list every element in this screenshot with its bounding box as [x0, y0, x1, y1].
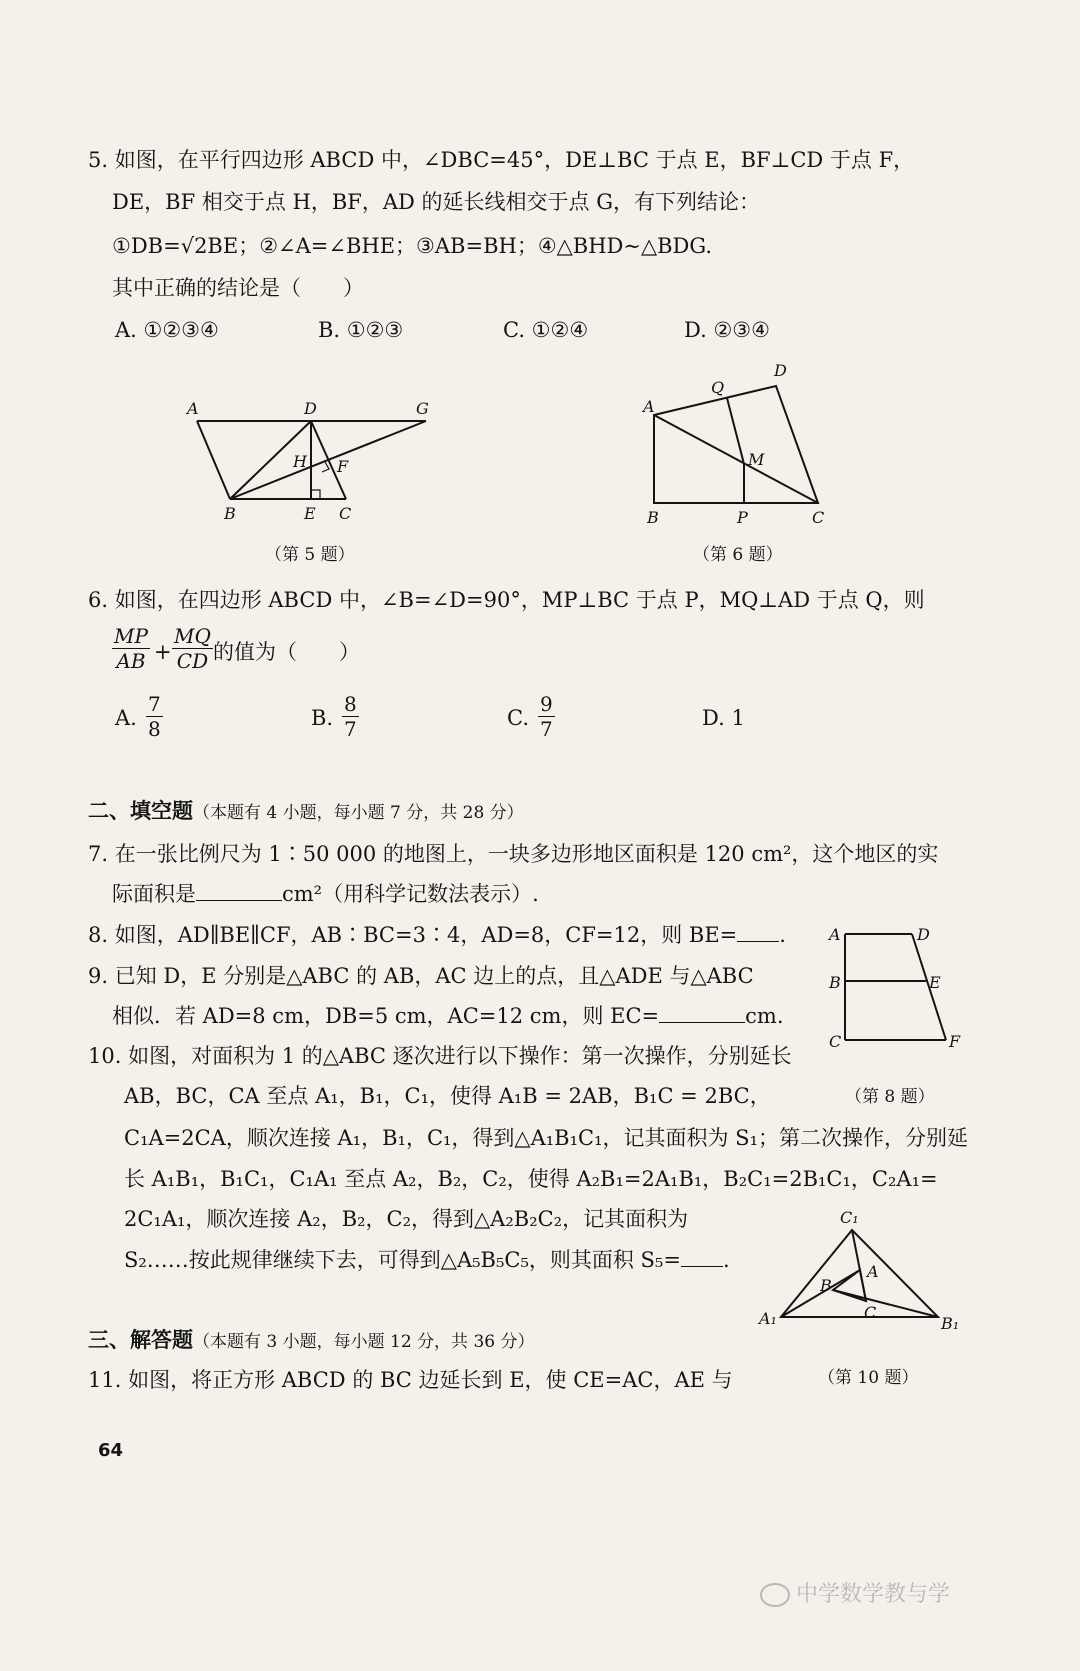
- fig6-label-a: A: [643, 397, 655, 416]
- q10-line1: 10. 如图，对面积为 1 的△ABC 逐次进行以下操作：第一次操作，分别延长: [88, 1044, 792, 1068]
- figure-q10: [757, 1208, 959, 1333]
- wechat-icon: [760, 1583, 790, 1607]
- q7-line1: 7. 在一张比例尺为 1∶50 000 的地图上，一块多边形地区面积是 120 cm²，这个地区的实: [88, 842, 939, 866]
- fig10-label-b1: B₁: [941, 1314, 960, 1333]
- fig10-label-a1: A₁: [759, 1309, 777, 1328]
- figure-q6: [641, 361, 824, 527]
- figure-q5: [185, 399, 429, 523]
- q6-line1: 6. 如图，在四边形 ABCD 中，∠B=∠D=90°，MP⊥BC 于点 P，MQ⊥AD 于点 Q，则: [88, 588, 925, 612]
- q6-option-a-fraction: [146, 692, 163, 741]
- fig8-label-f: F: [949, 1032, 961, 1051]
- q6-option-c-num: 9: [540, 692, 553, 716]
- fig6-label-c: C: [812, 508, 825, 527]
- q8-line1: [88, 921, 786, 949]
- section2-title: 二、填空题: [88, 798, 193, 823]
- q8-line1-start: 8. 如图，AD∥BE∥CF，AB∶BC=3∶4，AD=8，CF=12，则 BE=: [88, 923, 738, 947]
- q7-line2: [112, 880, 539, 908]
- q10-line6-end: .: [722, 1248, 730, 1272]
- fig6-line-mq: [727, 398, 744, 464]
- q9-line2-start: 相似．若 AD=8 cm，DB=5 cm，AC=12 cm，则 EC=: [112, 1004, 660, 1028]
- q5-option-a: A. ①②③④: [115, 318, 219, 342]
- figure-q8: [827, 925, 961, 1051]
- q8-caption: （第 8 题）: [845, 1087, 935, 1107]
- fig5-label-b: B: [224, 504, 236, 523]
- q5-option-d: D. ②③④: [684, 318, 770, 342]
- fig5-label-g: G: [416, 399, 429, 418]
- fig8-label-c: C: [829, 1032, 842, 1051]
- fig6-label-b: B: [647, 508, 659, 527]
- fig6-quadrilateral: [654, 386, 818, 503]
- fig5-right-angle-e: [311, 490, 320, 499]
- q6-fraction-mq-cd: [172, 624, 213, 673]
- fig10-label-a: A: [867, 1262, 879, 1281]
- watermark-text: 中学数学教与学: [796, 1582, 951, 1607]
- fig6-label-p: P: [737, 508, 748, 527]
- fig6-line-ac: [654, 415, 818, 503]
- q6-option-b-den: 7: [344, 717, 357, 741]
- q6-caption: （第 6 题）: [693, 545, 783, 565]
- q9-line2-end: cm.: [745, 1004, 784, 1028]
- section2-heading: [88, 797, 524, 827]
- q6-option-a-den: 8: [148, 717, 161, 741]
- q9-line2: [112, 1002, 784, 1030]
- fig6-label-d: D: [774, 361, 787, 380]
- q5-line1: 5. 如图，在平行四边形 ABCD 中，∠DBC=45°，DE⊥BC 于点 E，BF⊥CD 于点 F，: [88, 148, 915, 172]
- fig8-label-d: D: [917, 925, 930, 944]
- q6-plus: +: [154, 640, 172, 664]
- fig5-label-h: H: [293, 452, 307, 471]
- q5-option-c: C. ①②④: [503, 318, 589, 342]
- q5-line3: ①DB=√2BE；②∠A=∠BHE；③AB=BH；④△BHD∼△BDG.: [112, 234, 713, 258]
- q10-line6: [124, 1246, 730, 1274]
- section3-title: 三、解答题: [88, 1327, 193, 1352]
- q5-option-b: B. ①②③: [318, 318, 404, 342]
- fig8-label-e: E: [929, 973, 941, 992]
- fig10-label-b: B: [820, 1276, 832, 1295]
- section3-heading: [88, 1326, 535, 1356]
- fig5-right-angle-f: [322, 462, 329, 472]
- q6-fraction-mp-ab: [112, 624, 150, 673]
- q7-line2-end: cm²（用科学记数法表示）.: [282, 882, 539, 906]
- fig8-label-b: B: [829, 973, 841, 992]
- q10-line3: C₁A=2CA，顺次连接 A₁，B₁，C₁，得到△A₁B₁C₁，记其面积为 S₁；第二次操作，分别延: [124, 1126, 968, 1150]
- q6-option-b-num: 8: [344, 692, 357, 716]
- q6-option-c-den: 7: [540, 717, 553, 741]
- fig10-line-bb1: [833, 1290, 938, 1317]
- q8-answer-blank[interactable]: [737, 921, 779, 942]
- q10-line6-start: S₂……按此规律继续下去，可得到△A₅B₅C₅，则其面积 S₅=: [124, 1248, 681, 1272]
- q6-option-c-label: C.: [507, 706, 529, 730]
- fig5-line-ab: [197, 421, 230, 499]
- q6-fraction-num-mq: MQ: [174, 624, 211, 648]
- q5-line4: 其中正确的结论是（ ）: [112, 276, 364, 300]
- q10-line2: AB，BC，CA 至点 A₁，B₁，C₁，使得 A₁B = 2AB，B₁C = 2BC，: [124, 1084, 771, 1108]
- q11-line1: 11. 如图，将正方形 ABCD 的 BC 边延长到 E，使 CE=AC，AE 与: [88, 1368, 733, 1392]
- fig5-label-d: D: [304, 399, 317, 418]
- q6-option-d: D. 1: [702, 706, 745, 730]
- fig5-label-f: F: [337, 457, 349, 476]
- fig6-label-m: M: [748, 450, 765, 469]
- q6-fraction-num-mp: MP: [114, 624, 148, 648]
- q5-line2: DE，BF 相交于点 H，BF，AD 的延长线相交于点 G，有下列结论：: [112, 190, 760, 214]
- q6-option-a-num: 7: [148, 692, 161, 716]
- fig6-label-q: Q: [711, 378, 725, 397]
- q9-line1: 9. 已知 D，E 分别是△ABC 的 AB，AC 边上的点，且△ADE 与△ABC: [88, 964, 754, 988]
- q10-answer-blank[interactable]: [681, 1246, 723, 1267]
- fig5-label-a: A: [187, 399, 199, 418]
- fig5-line-bg: [230, 421, 426, 499]
- q6-option-b-fraction: [342, 692, 359, 741]
- q6-fraction-den-ab: AB: [116, 649, 146, 673]
- q6-tail: 的值为（ ）: [213, 640, 360, 664]
- section3-note: （本题有 3 小题，每小题 12 分，共 36 分）: [193, 1332, 535, 1352]
- q10-caption: （第 10 题）: [818, 1368, 919, 1388]
- q6-option-a-label: A.: [115, 706, 137, 730]
- fig5-label-c: C: [339, 504, 352, 523]
- fig10-label-c: C: [864, 1303, 877, 1322]
- fig5-label-e: E: [304, 504, 316, 523]
- q10-line4: 长 A₁B₁，B₁C₁，C₁A₁ 至点 A₂，B₂，C₂，使得 A₂B₁=2A₁B₁，B₂C₁=2B₁C₁，C₂A₁=: [124, 1167, 938, 1191]
- fig8-label-a: A: [829, 925, 841, 944]
- q6-option-b-label: B.: [311, 706, 334, 730]
- page-number: 64: [98, 1440, 124, 1461]
- section2-note: （本题有 4 小题，每小题 7 分，共 28 分）: [193, 803, 524, 823]
- q8-line1-end: .: [779, 923, 786, 947]
- q6-fraction-den-cd: CD: [176, 649, 209, 673]
- q6-option-c-fraction: [538, 692, 555, 741]
- q10-line5: 2C₁A₁，顺次连接 A₂，B₂，C₂，得到△A₂B₂C₂，记其面积为: [124, 1207, 689, 1231]
- fig10-label-c1: C₁: [840, 1208, 859, 1227]
- q7-answer-blank[interactable]: [196, 880, 282, 901]
- q7-line2-start: 际面积是: [112, 882, 196, 906]
- q5-caption: （第 5 题）: [265, 545, 355, 565]
- watermark: [760, 1577, 950, 1608]
- q9-answer-blank[interactable]: [659, 1002, 745, 1023]
